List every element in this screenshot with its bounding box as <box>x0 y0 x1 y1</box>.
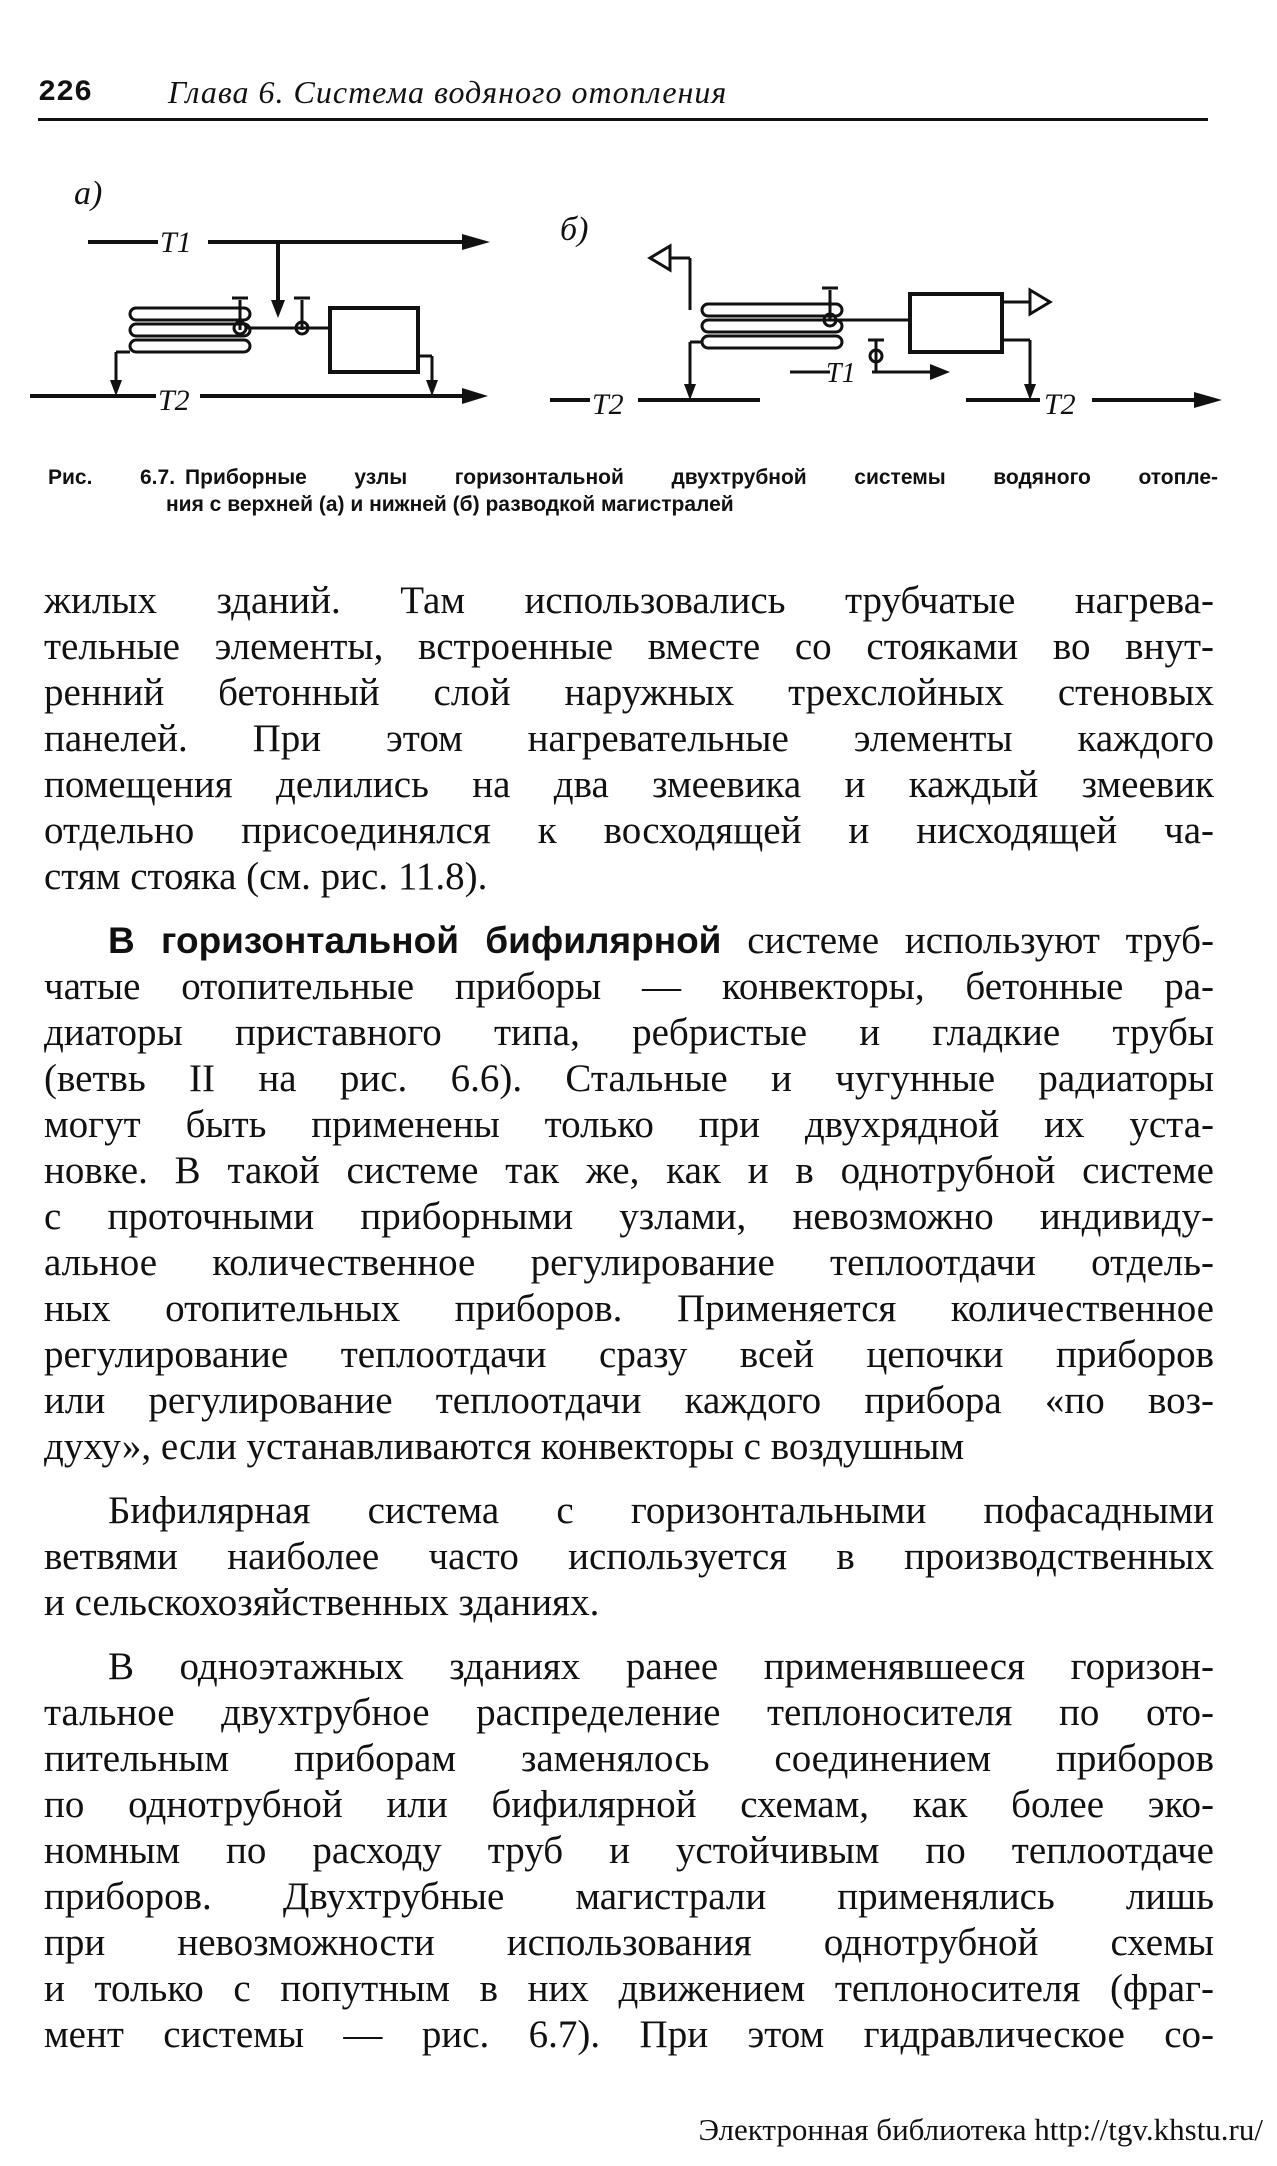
text-line: В одноэтажных зданиях ранее применявшееся горизон- <box>108 1645 1214 1688</box>
paragraph-3 <box>44 1488 1214 1626</box>
b-t1-arrow <box>930 364 950 380</box>
text-line: номным по расходу труб и устойчивым по теплоотдаче <box>44 1829 1214 1872</box>
text-line: помещения делились на два змеевика и каждый змеевик <box>44 763 1214 806</box>
text-line: чатые отопительные приборы — конвекторы, бетонные ра- <box>44 965 1214 1008</box>
text-line: мент системы — рис. 6.7). При этом гидравлическое со- <box>44 2013 1214 2056</box>
b-convector <box>910 294 1002 352</box>
text-line: с проточными приборными узлами, невозможно индивиду- <box>44 1195 1214 1238</box>
panel-b-label: б) <box>560 211 589 248</box>
b-t2-arrow <box>1194 392 1222 408</box>
text-line: жилых зданий. Там использовались трубчатые нагрева- <box>44 579 1214 622</box>
b-coil-heater <box>702 304 842 348</box>
text-line: при невозможности использования однотрубной схемы <box>44 1921 1214 1964</box>
text-line: тельные элементы, встроенные вместе со стояками во внут- <box>44 625 1214 668</box>
a-supply-drop-arrow <box>271 300 285 318</box>
text-line: ренний бетонный слой наружных трехслойных стеновых <box>44 671 1214 714</box>
b-t1-label: T1 <box>826 358 856 389</box>
caption-line-2: ния с верхней (а) и нижней (б) разводкой магистралей <box>166 493 734 516</box>
chapter-title: Глава 6. Система водяного отопления <box>168 74 728 110</box>
a-return-right-arrow <box>426 380 438 396</box>
caption-label: Рис. 6.7. <box>48 466 176 489</box>
text-line: или регулирование теплоотдачи каждого прибора «по воз- <box>44 1379 1214 1422</box>
header-rule <box>38 118 1208 121</box>
text-line: по однотрубной или бифилярной схемам, как более эко- <box>44 1783 1214 1826</box>
a-t1-label: T1 <box>160 226 192 259</box>
text-line: альное количественное регулирование теплоотдачи отдель- <box>44 1241 1214 1284</box>
text-line: ных отопительных приборов. Применяется количественное <box>44 1287 1214 1330</box>
b-air-vent-right <box>1030 290 1050 314</box>
text-line: могут быть применены только при двухрядной их уста- <box>44 1103 1214 1146</box>
text-line: панелей. При этом нагревательные элементы каждого <box>44 717 1214 760</box>
a-convector <box>330 308 418 372</box>
text-line: приборов. Двухтрубные магистрали применялись лишь <box>44 1875 1214 1918</box>
caption-line-1 <box>48 464 1218 491</box>
figure-6-7 <box>30 160 1230 450</box>
text-line: тальное двухтрубное распределение теплоносителя по ото- <box>44 1691 1214 1734</box>
text-line: регулирование теплоотдачи сразу всей цепочки приборов <box>44 1333 1214 1376</box>
b-t2-left-label: T2 <box>592 388 624 421</box>
a-return-left-arrow <box>110 380 122 396</box>
text-line: духу», если устанавливаются конвекторы с воздушным <box>44 1425 965 1468</box>
bold-lead-in: В горизонтальной бифилярной <box>108 920 722 961</box>
text-line: и только с попутным в них движением теплоносителя (фраг- <box>44 1967 1214 2010</box>
text-line: отдельно присоединялся к восходящей и нисходящей ча- <box>44 809 1214 852</box>
a-t2-label: T2 <box>158 384 190 417</box>
paragraph-2 <box>44 918 1214 1470</box>
paragraph-4 <box>44 1644 1214 2058</box>
figure-diagram <box>30 160 1230 450</box>
b-air-vent-left <box>650 246 670 270</box>
b-t2-right-label: T2 <box>1044 388 1076 421</box>
text-line: Бифилярная система с горизонтальными пофасадными <box>108 1489 1214 1532</box>
body-text <box>44 578 1214 2076</box>
page-number: 226 <box>38 76 93 110</box>
paragraph-1 <box>44 578 1214 900</box>
text-line: пительным приборам заменялось соединением приборов <box>44 1737 1214 1780</box>
text-line: ветвями наиболее часто используется в производственных <box>44 1535 1214 1578</box>
library-footer: Электронная библиотека http://tgv.khstu.ru/ <box>698 2112 1263 2147</box>
text-line: и сельскохозяйственных зданиях. <box>44 1581 600 1624</box>
b-return-left-arrow <box>684 384 696 400</box>
a-t2-arrow <box>462 388 488 404</box>
text-line: стям стояка (см. рис. 11.8). <box>44 855 488 898</box>
figure-caption <box>48 464 1218 518</box>
text-line: диаторы приставного типа, ребристые и гладкие трубы <box>44 1011 1214 1054</box>
panel-a-label: а) <box>74 175 103 212</box>
page-header <box>38 66 1208 116</box>
caption-line-1-text: Приборные узлы горизонтальной двухтрубной системы водяного отопле- <box>185 466 1219 489</box>
a-t1-arrow <box>462 234 490 250</box>
text-line: (ветвь II на рис. 6.6). Стальные и чугунные радиаторы <box>44 1057 1214 1100</box>
text-line-first <box>44 918 1214 964</box>
text-line: новке. В такой системе так же, как и в однотрубной системе <box>44 1149 1214 1192</box>
first-line-rest: системе используют труб- <box>721 919 1214 962</box>
a-coil-heater <box>130 308 250 352</box>
b-return-right-arrow <box>1024 384 1036 400</box>
